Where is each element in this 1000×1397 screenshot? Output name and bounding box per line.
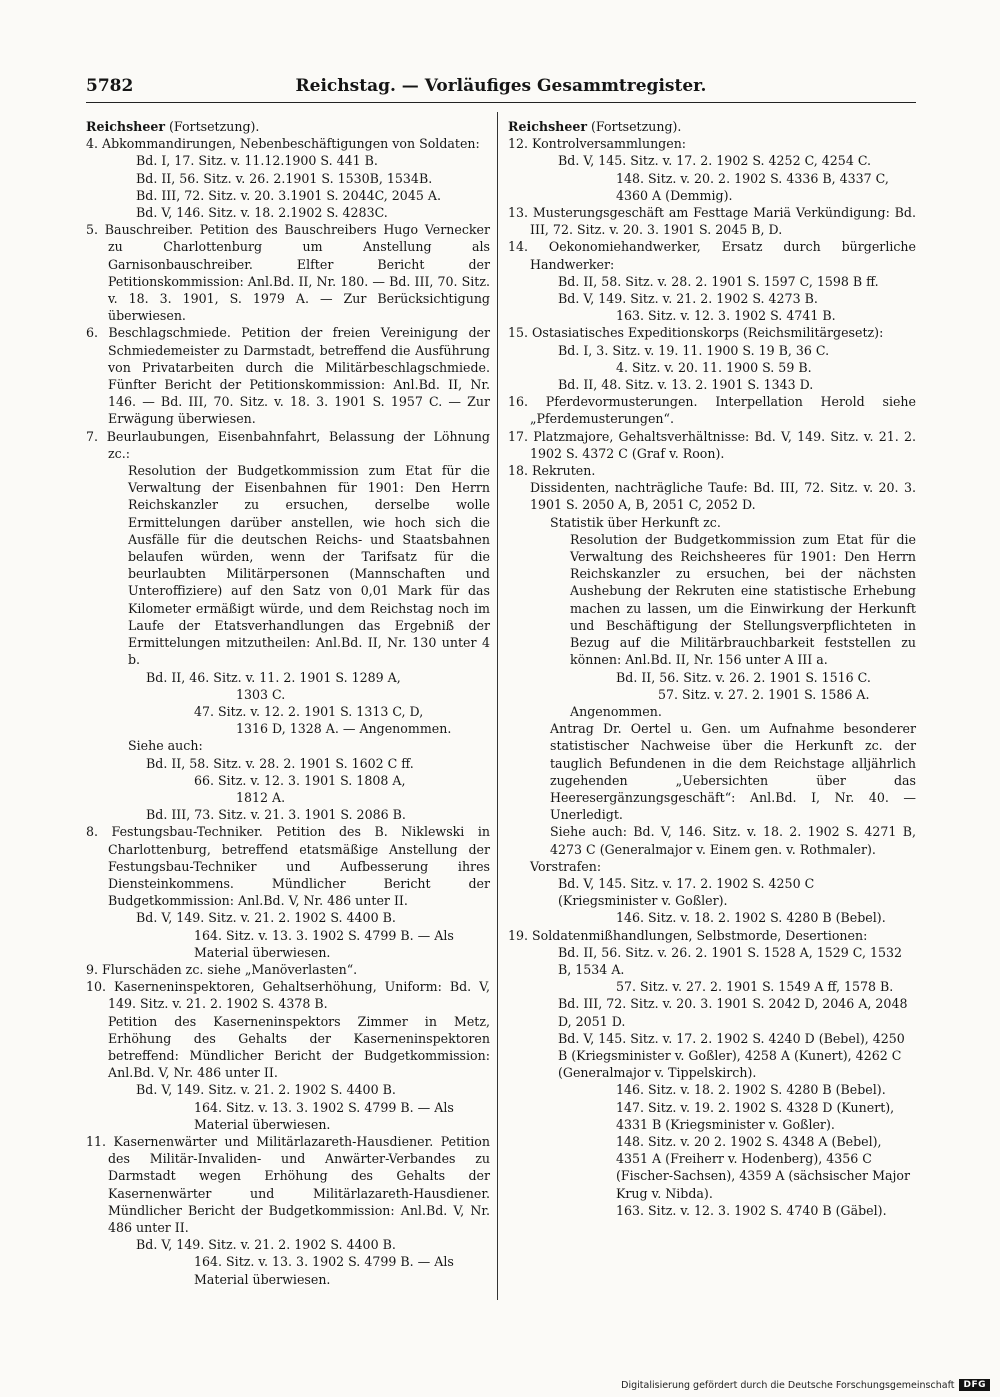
index-text: Reichsheer (Fortsetzung). (508, 119, 682, 134)
index-reference: Bd. II, 58. Sitz. v. 28. 2. 1901 S. 1602 C ff. (146, 755, 414, 771)
index-entry: 10. Kaserneninspektoren, Gehaltserhöhung, Uniform: Bd. V, 149. Sitz. v. 21. 2. 1902 S. 4378 B. (86, 979, 490, 1012)
footer (621, 1379, 990, 1391)
index-reference: Bd. III, 72. Sitz. v. 20. 3. 1901 S. 2042 D, 2046 A, 2048 D, 2051 D. (558, 996, 908, 1029)
index-reference: 164. Sitz. v. 13. 3. 1902 S. 4799 B. — Als Material überwiesen. (194, 1254, 454, 1287)
index-entry: 13. Musterungsgeschäft am Festtage Mariä Verkündigung: Bd. III, 72. Sitz. v. 20. 3. 1901 S. 2045 B, D. (508, 205, 916, 238)
index-entry: 18. Rekruten. (508, 463, 596, 479)
running-head: Reichstag. — Vorläufiges Gesammtregister. (295, 76, 707, 96)
index-reference: Bd. V, 145. Sitz. v. 17. 2. 1902 S. 4240 D (Bebel), 4250 B (Kriegsminister v. Goßler), 4258 A (Kunert), 4262 C (Generalmajor v. Tippelskirch). (558, 1030, 905, 1081)
index-reference: Bd. V, 145. Sitz. v. 17. 2. 1902 S. 4250 C (Kriegsminister v. Goßler). (558, 875, 815, 909)
index-reference: Bd. II, 48. Sitz. v. 13. 2. 1901 S. 1343 D. (558, 377, 814, 393)
index-reference: Bd. I, 17. Sitz. v. 11.12.1900 S. 441 B. (136, 153, 378, 169)
index-entry: 16. Pferdevormusterungen. Interpellation Herold siehe „Pferdemusterungen“. (508, 394, 916, 427)
page-number: 5782 (86, 76, 134, 96)
index-reference: 163. Sitz. v. 12. 3. 1902 S. 4740 B (Gäbel). (616, 1202, 887, 1218)
index-reference: Bd. V, 146. Sitz. v. 18. 2.1902 S. 4283C. (136, 205, 388, 221)
index-entry: 12. Kontrolversammlungen: (508, 136, 687, 152)
index-reference: 146. Sitz. v. 18. 2. 1902 S. 4280 B (Bebel). (616, 1082, 886, 1098)
index-reference: 47. Sitz. v. 12. 2. 1901 S. 1313 C, D, (194, 703, 424, 719)
index-entry: 7. Beurlaubungen, Eisenbahnfahrt, Belassung der Löhnung zc.: (86, 428, 490, 461)
index-text: Reichsheer (Fortsetzung). (86, 119, 260, 134)
index-reference: Bd. III, 73. Sitz. v. 21. 3. 1901 S. 2086 B. (146, 807, 406, 823)
index-text: Vorstrafen: (530, 858, 602, 874)
index-reference: 164. Sitz. v. 13. 3. 1902 S. 4799 B. — Als Material überwiesen. (194, 1099, 454, 1132)
index-text: Statistik über Herkunft zc. (550, 514, 721, 530)
index-reference: Bd. III, 72. Sitz. v. 20. 3.1901 S. 2044C, 2045 A. (136, 187, 441, 203)
dfg-logo: DFG (959, 1379, 990, 1391)
index-reference: Bd. II, 58. Sitz. v. 28. 2. 1901 S. 1597 C, 1598 B ff. (558, 273, 879, 289)
index-reference: 1316 D, 1328 A. — Angenommen. (236, 721, 452, 737)
index-entry: 8. Festungsbau-Techniker. Petition des B. Niklewski in Charlottenburg, betreffend etatsmäßige Anstellung der Festungsbau-Techniker und Aufbesserung ihres Diensteinkommens. Mündlicher Bericht der Budgetkommission: Anl.Bd. V, Nr. 486 unter II. (86, 824, 490, 909)
column-divider (497, 112, 498, 1300)
index-reference: 57. Sitz. v. 27. 2. 1901 S. 1586 A. (658, 686, 870, 702)
index-reference: 148. Sitz. v. 20. 2. 1902 S. 4336 B, 4337 C, 4360 A (Demmig). (616, 170, 889, 203)
index-entry: 17. Platzmajore, Gehaltsverhältnisse: Bd. V, 149. Sitz. v. 21. 2. 1902 S. 4372 C (Graf v. Roon). (508, 428, 916, 461)
index-reference: 163. Sitz. v. 12. 3. 1902 S. 4741 B. (616, 308, 836, 324)
index-text: Resolution der Budgetkommission zum Etat für die Verwaltung der Eisenbahnen für 1901: Den Herrn Reichskanzler zu ersuchen, derselbe wolle Ermittelungen darüber anstellen, wie hoch sich die Ausfälle für die deutschen Reichs- und Staatsbahnen belaufen würden, wenn der Tarifsatz für die beurlaubten Militärpersonen (Mannschaften und Unteroffiziere) auf den Satz von 0,01 Mark für das Kilometer ermäßigt würde, und dem Reichstag noch im Laufe der Etatsverhandlungen das Ergebniß der Ermittelungen mitzutheilen: Anl.Bd. II, Nr. 130 unter 4 b. (128, 463, 490, 668)
index-text: Angenommen. (570, 703, 662, 719)
index-entry: 6. Beschlagschmiede. Petition der freien Vereinigung der Schmiedemeister zu Darmstadt, betreffend die Ausführung von Privatarbeiten durch die Militärbeschlagschmiede. Fünfter Bericht der Petitionskommission: Anl.Bd. II, Nr. 146. — Bd. III, 70. Sitz. v. 18. 3. 1901 S. 1957 C. — Zur Erwägung überwiesen. (86, 325, 490, 427)
index-reference: Bd. V, 145. Sitz. v. 17. 2. 1902 S. 4252 C, 4254 C. (558, 153, 872, 169)
index-reference: 4. Sitz. v. 20. 11. 1900 S. 59 B. (616, 359, 812, 375)
index-text: Petition des Kaserneninspektors Zimmer in Metz, Erhöhung des Gehalts der Kaserneninspektoren betreffend: Mündlicher Bericht der Budgetkommission: Anl.Bd. V, Nr. 486 unter II. (108, 1013, 490, 1081)
index-reference: Bd. II, 56. Sitz. v. 26. 2.1901 S. 1530B, 1534B. (136, 170, 433, 186)
left-column (86, 118, 490, 1288)
index-reference: Bd. V, 149. Sitz. v. 21. 2. 1902 S. 4400 B. (136, 910, 396, 926)
index-reference: 148. Sitz. v. 20 2. 1902 S. 4348 A (Bebel), 4351 A (Freiherr v. Hodenberg), 4356 C (Fischer-Sachsen), 4359 A (sächsischer Major Krug v. Nibda). (616, 1133, 910, 1201)
page-header (86, 74, 916, 100)
index-reference: Bd. V, 149. Sitz. v. 21. 2. 1902 S. 4273 B. (558, 291, 818, 307)
index-text: Dissidenten, nachträgliche Taufe: Bd. III, 72. Sitz. v. 20. 3. 1901 S. 2050 A, B, 2051 C, 2052 D. (530, 480, 916, 513)
index-reference: 146. Sitz. v. 18. 2. 1902 S. 4280 B (Bebel). (616, 910, 886, 926)
index-reference: Bd. V, 149. Sitz. v. 21. 2. 1902 S. 4400 B. (136, 1237, 396, 1253)
index-reference: Bd. II, 56. Sitz. v. 26. 2. 1901 S. 1516 C. (616, 669, 871, 685)
index-reference: 164. Sitz. v. 13. 3. 1902 S. 4799 B. — Als Material überwiesen. (194, 927, 454, 960)
index-entry: 11. Kasernenwärter und Militärlazareth-Hausdiener. Petition des Militär-Invaliden- und Anwärter-Verbandes zu Darmstadt wegen Erhöhung des Gehalts der Kasernenwärter und Militärlazareth-Hausdiener. Mündlicher Bericht der Budgetkommission: Anl.Bd. V, Nr. 486 unter II. (86, 1133, 490, 1235)
index-entry: 5. Bauschreiber. Petition des Bauschreibers Hugo Vernecker zu Charlottenburg um Anstellung als Garnisonbauschreiber. Elfter Bericht der Petitionskommission: Anl.Bd. II, Nr. 180. — Bd. III, 70. Sitz. v. 18. 3. 1901, S. 1979 A. — Zur Berücksichtigung überwiesen. (86, 222, 490, 324)
index-reference: 147. Sitz. v. 19. 2. 1902 S. 4328 D (Kunert), 4331 B (Kriegsminister v. Goßler). (616, 1099, 895, 1132)
index-reference: 57. Sitz. v. 27. 2. 1901 S. 1549 A ff, 1578 B. (616, 979, 894, 995)
index-text: Siehe auch: (128, 738, 203, 754)
index-entry: 19. Soldatenmißhandlungen, Selbstmorde, Desertionen: (508, 927, 868, 943)
index-entry: 4. Abkommandirungen, Nebenbeschäftigungen von Soldaten: (86, 136, 480, 152)
index-entry: 14. Oekonomiehandwerker, Ersatz durch bürgerliche Handwerker: (508, 239, 916, 272)
index-entry: 9. Flurschäden zc. siehe „Manöverlasten“. (86, 961, 358, 977)
index-entry: 15. Ostasiatisches Expeditionskorps (Reichsmilitärgesetz): (508, 325, 884, 341)
index-reference: Bd. I, 3. Sitz. v. 19. 11. 1900 S. 19 B, 36 C. (558, 342, 830, 358)
index-reference: 66. Sitz. v. 12. 3. 1901 S. 1808 A, (194, 772, 406, 788)
index-reference: 1812 A. (236, 789, 286, 805)
index-text: Siehe auch: Bd. V, 146. Sitz. v. 18. 2. 1902 S. 4271 B, 4273 C (Generalmajor v. Einem gen. v. Rothmaler). (550, 824, 916, 857)
index-reference: Bd. II, 46. Sitz. v. 11. 2. 1901 S. 1289 A, (146, 669, 401, 685)
index-text: Resolution der Budgetkommission zum Etat für die Verwaltung des Reichsheeres für 1901: Den Herrn Reichskanzler zu ersuchen, bei der nächsten Aushebung der Rekruten eine statistische Erhebung machen zu lassen, um die Einwirkung der Herkunft und Beschäftigung der Stellungsverpflichteten in Bezug auf die Militärbrauchbarkeit feststellen zu können: Anl.Bd. II, Nr. 156 unter A III a. (570, 531, 916, 668)
index-text: Antrag Dr. Oertel u. Gen. um Aufnahme besonderer statistischer Nachweise über die Herkunft zc. der tauglich Befundenen in die dem Reichstage alljährlich zugehenden „Uebersichten über das Heeresergänzungsgeschäft“: Anl.Bd. I, Nr. 40. — Unerledigt. (550, 721, 916, 823)
right-column (508, 118, 916, 1219)
header-rule (86, 102, 916, 103)
footer-credit: Digitalisierung gefördert durch die Deutsche Forschungsgemeinschaft (621, 1379, 955, 1391)
index-reference: Bd. V, 149. Sitz. v. 21. 2. 1902 S. 4400 B. (136, 1082, 396, 1098)
index-reference: 1303 C. (236, 686, 286, 702)
index-reference: Bd. II, 56. Sitz. v. 26. 2. 1901 S. 1528 A, 1529 C, 1532 B, 1534 A. (558, 944, 903, 977)
